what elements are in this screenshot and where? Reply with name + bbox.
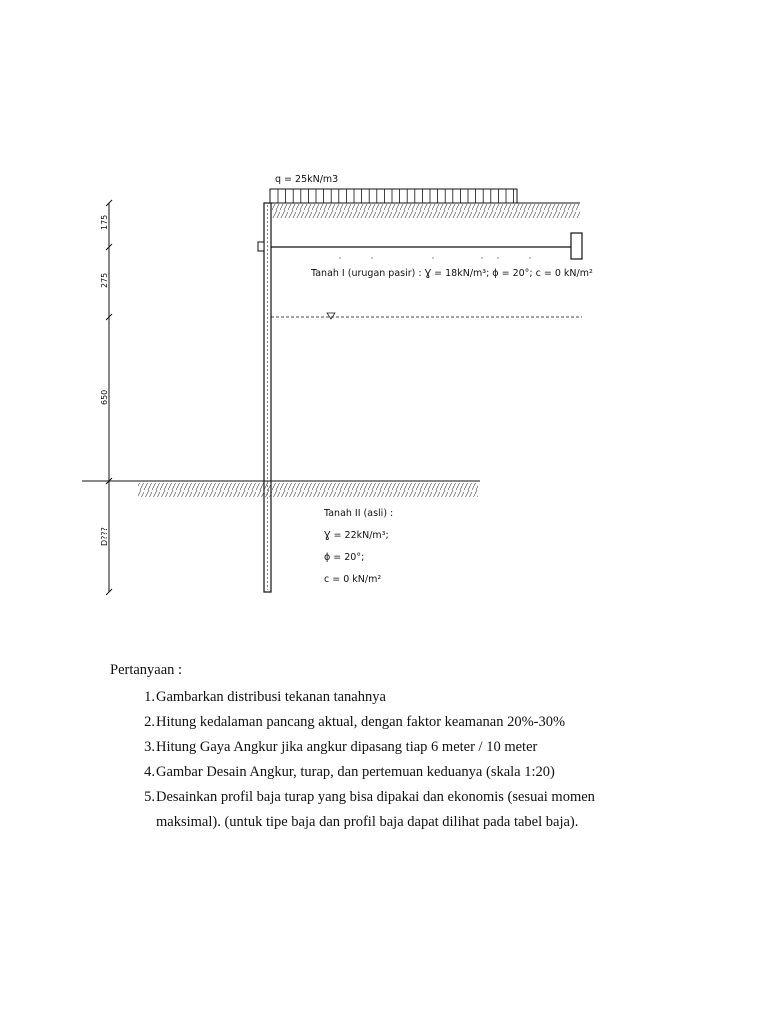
soil2-line: ϕ = 20°; bbox=[324, 552, 365, 563]
dimension-label: D??? bbox=[100, 527, 109, 546]
dredge-line bbox=[82, 481, 480, 497]
surcharge-label: q = 25kN/m3 bbox=[275, 174, 339, 185]
question-item bbox=[110, 710, 730, 735]
question-number: 2. bbox=[144, 714, 155, 730]
soil2-labels bbox=[323, 508, 393, 585]
dimension-label: 275 bbox=[100, 272, 109, 288]
question-text bbox=[156, 685, 730, 710]
anchor-rod bbox=[258, 233, 582, 259]
question-line: Gambarkan distribusi tekanan tanahnya bbox=[156, 689, 386, 705]
question-line: Gambar Desain Angkur, turap, dan pertemuan keduanya (skala 1:20) bbox=[156, 764, 555, 780]
question-text bbox=[156, 735, 730, 760]
question-number: 1. bbox=[144, 689, 155, 705]
question-line: Hitung Gaya Angkur jika angkur dipasang tiap 6 meter / 10 meter bbox=[156, 739, 538, 755]
dimension-line bbox=[100, 200, 112, 595]
question-item bbox=[110, 785, 730, 835]
soil2-line: Tanah II (asli) : bbox=[324, 508, 394, 519]
soil1-label: Tanah I (urugan pasir) : Ɣ = 18kN/m³; ϕ = 20°; c = 0 kN/m² bbox=[311, 268, 593, 279]
questions-heading: Pertanyaan : bbox=[110, 662, 183, 678]
question-text bbox=[156, 785, 730, 835]
question-item bbox=[110, 760, 730, 785]
question-number: 5. bbox=[144, 789, 155, 805]
question-text bbox=[156, 760, 730, 785]
question-line: Hitung kedalaman pancang aktual, dengan faktor keamanan 20%-30% bbox=[156, 714, 566, 730]
soil2-line: Ɣ = 22kN/m³; bbox=[324, 530, 389, 541]
surcharge-load bbox=[270, 189, 517, 203]
soil2-line: c = 0 kN/m² bbox=[324, 574, 382, 585]
question-number: 3. bbox=[144, 739, 155, 755]
question-line: maksimal). (untuk tipe baja dan profil baja dapat dilihat pada tabel baja). bbox=[156, 814, 579, 830]
dimension-label: 650 bbox=[100, 389, 109, 405]
sheet-pile-wall bbox=[264, 203, 271, 592]
dimension-label: 175 bbox=[100, 214, 109, 230]
question-item bbox=[110, 685, 730, 710]
upper-ground-surface bbox=[270, 203, 580, 218]
questions-list bbox=[110, 685, 730, 835]
questions-section bbox=[110, 658, 730, 835]
question-text bbox=[156, 710, 730, 735]
question-line: Desainkan profil baja turap yang bisa dipakai dan ekonomis (sesuai momen bbox=[156, 789, 595, 805]
question-number: 4. bbox=[144, 764, 155, 780]
water-table bbox=[271, 313, 582, 319]
question-item bbox=[110, 735, 730, 760]
